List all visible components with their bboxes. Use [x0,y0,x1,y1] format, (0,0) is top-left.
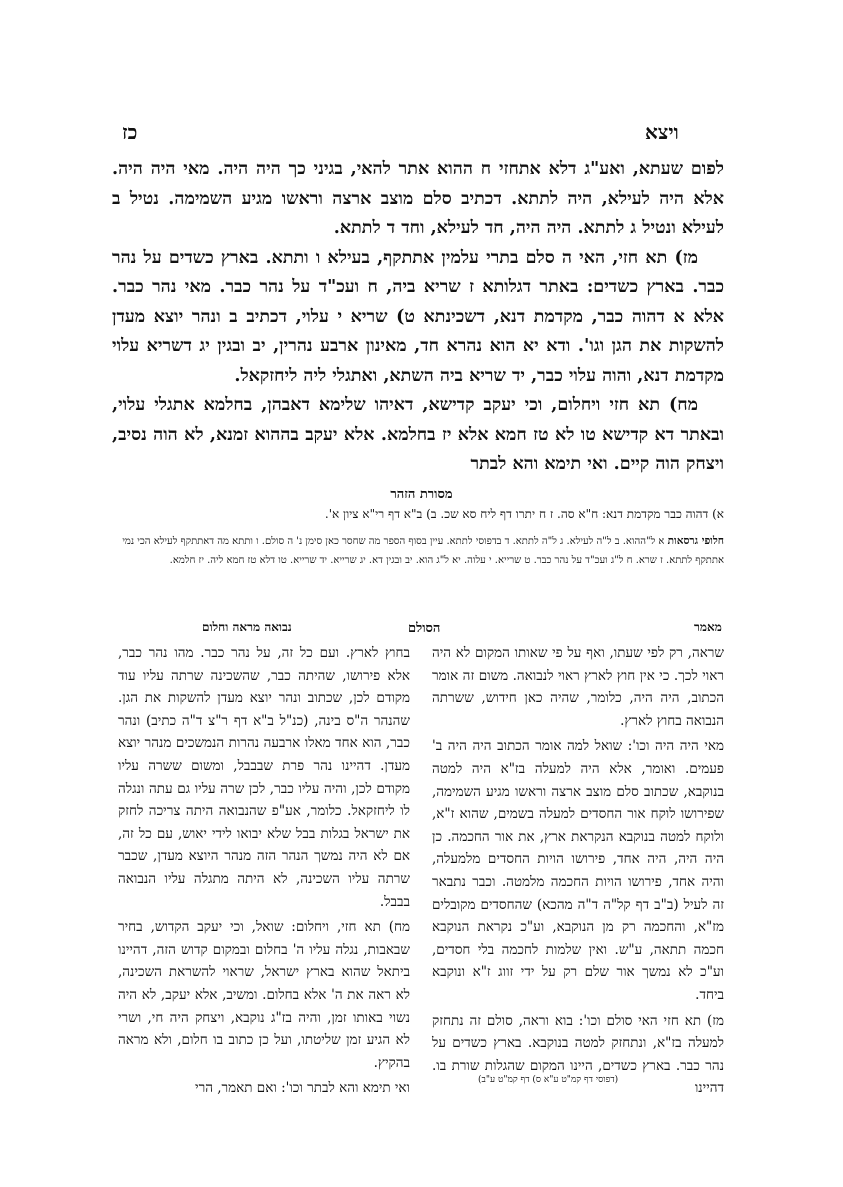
main-paragraph: מז) תא חזי, האי ה סלם בתרי עלמין אתתקף, בעילא ו ותתא. בארץ כשדים על נהר כבר. בארץ כשדים: באתר דגלותא ז שריא ביה, ח ועכ"ד על נהר כבר. מאי נהר כבר. אלא א דהוה כבר, מקדמת דנא, דשכינתא ט) שריא י עלוי, דכתיב ב ונהר יוצא מעדן להשקות את הגן וגו'. ודא יא הוא נהרא חד, מאינון ארבע נהרין, יב ובגין יג דשריא עלוי מקדמת דנא, והוה עלוי כבר, יד שריא ביה השתא, ואתגלי ליה ליחזקאל. [112,247,724,386]
chilufei-girsaot [112,532,724,570]
zohar-main-text [112,155,724,480]
masoret-text: א) דהוה כבר מקדמת דנא: ח"א סה. ז ח יתרו דף ליח סא שכ. ב) ב"א דף רי"א ציון א'. [324,507,724,521]
sulam-paragraph: מאי היה היה וכו': שואל למה אומר הכתוב היה היה ב' פעמים. ואומר, אלא היה למעלה בז"א היה למטה בנוקבא, שכתוב סלם מוצב ארצה וראשו מגיע השמימה, שפירושו לוקח אור החסדים למעלה בשמים, שהוא ז"א, ולוקח למטה בנוקבא הנקראת ארץ, את אור החכמה. כן היה היה, היה אחד, פירושו הויות החסדים מלמעלה, והיה אחד, פירושו הויות החכמה מלמטה. וכבר נתבאר זה לעיל (ב"ב דף קל"ה ד"ה מהכא) שהחסדים מקובלים מז"א, והחכמה רק מן הנוקבא, וע"כ נקראת הנוקבא חכמה תתאה, ע"ש. ואין שלמות לחכמה בלי חסדים, וע"כ לא נמשך אור שלם רק על ידי זווג ז"א ונוקבא ביחד. [432,738,724,1003]
chilufei-label: חלופי גרסאות [667,535,724,547]
sulam-title: הסולם [408,621,441,636]
chilufei-text: א ל"ההוא. ב ל"ה לעילא. ג ל"ה לתתא. ד בדפוסי לתתא. עיין בסוף הספר מה שחסר כאן סימן נ' ה סולם. ו ותתא מה דאתתקף לעילא הכי נמי אתתקף לתתא. ז שרא. ח ל"ג ועכ"ד על נהר כבר. ט שרייא. י עלוה. יא ל"ג הוא. יב ובגין דא. יג שרייא. יד שרייא. טו דלא טז חמא ליה. יז חלמא. [122,536,724,566]
sulam-right-column [432,642,724,1103]
sulam-paragraph: מז) תא חזי האי סולם וכו': בוא וראה, סולם זה נתחזק למעלה בז"א, ונתחזק למטה בנוקבא. בארץ כשדים על נהר כבר. בארץ כשדים, היינו המקום שהגלות שורת בו. דהיינו [432,1012,724,1097]
maamar-label: מאמר [694,620,722,634]
main-paragraph: מח) תא חזי ויחלום, וכי יעקב קדישא, דאיהו שלימא דאבהן, בחלמא אתגלי עלוי, ובאתר דא קדישא טו לא טז חמא אלא יז בחלמא. אלא יעקב בההוא זמנא, לא הוה נסיב, ויצחק הוה קיים. ואי תימא והא לבתר [112,395,724,474]
sulam-paragraph: ואי תימא והא לבתר וכו': ואם תאמר, הרי [195,1080,410,1097]
sulam-left-column [118,642,410,1103]
main-paragraph: לפום שעתא, ואע"ג דלא אתחזי ח ההוא אתר להאי, בגיני כך היה היה. מאי היה היה. אלא היה לעילא, היה לתתא. דכתיב סלם מוצב ארצה וראשו מגיע השמימה. נטיל ב לעילא ונטיל ג לתתא. היה היה, חד לעילא, וחד ד לתתא. [112,159,724,238]
footnote-reference: (דפוסי דף קמ"ט ע"א ס) דף קמ"ט ע"ב) [478,1075,619,1085]
sulam-paragraph: שראה, רק לפי שעתו, ואף על פי שאותו המקום לא היה ראוי לכך. כי אין חוץ לארץ ראוי לנבואה. משום זה אומר הכתוב, היה היה, כלומר, שהיה כאן חידוש, ששרתה הנבואה בחוץ לארץ. [432,645,724,729]
masoret-title: מסורת הזהר [390,487,453,502]
topic-title: נבואה מראה וחלום [202,620,292,634]
sulam-paragraph: בחוץ לארץ. ועם כל זה, על נהר כבר. מהו נהר כבר, אלא פירושו, שהיתה כבר, שהשכינה שרתה עליו עוד מקודם לכן, שכתוב ונהר יוצא מעדן להשקות את הגן. שהנהר ה"ס בינה, (כנ"ל ב"א דף ר"צ ד"ה כתיב) ונהר כבר, הוא אחד מאלו ארבעה נהרות הנמשכים מנהר יוצא מעדן. דהיינו נהר פרת שבבבל, ומשום ששרה עליו מקודם לכן, והיה עליו כבר, לכן שרה עליו גם עתה ונגלה לו ליחזקאל. כלומר, אע"פ שהנבואה היתה צריכה לחזק את ישראל בגלות בבל שלא יבואו לידי יאוש, עם כל זה, אם לא היה נמשך הנהר הזה מנהר היוצא מעדן, שכבר שרתה עליו השכינה, לא היתה מתגלה עליו הנבואה בבבל. [118,645,410,910]
parasha-title: ויצא [645,120,679,144]
sulam-paragraph: מח) תא חזי, ויחלום: שואל, וכי יעקב הקדוש, בחיר שבאבות, נגלה עליו ה' בחלום ובמקום קדוש הזה, דהיינו ביתאל שהוא בארץ ישראל, שראוי להשראת השכינה, לא ראה את ה' אלא בחלום. ומשיב, אלא יעקב, לא היה נשוי באותו זמן, והיה בז"ג נוקבא, ויצחק היה חי, ושרי לא הגיע זמן שליטתו, ועל כן כתוב בו חלום, ולא מראה בהקיץ. [118,919,410,1071]
commentary-headers [112,620,724,638]
page-number: כז [122,120,138,144]
